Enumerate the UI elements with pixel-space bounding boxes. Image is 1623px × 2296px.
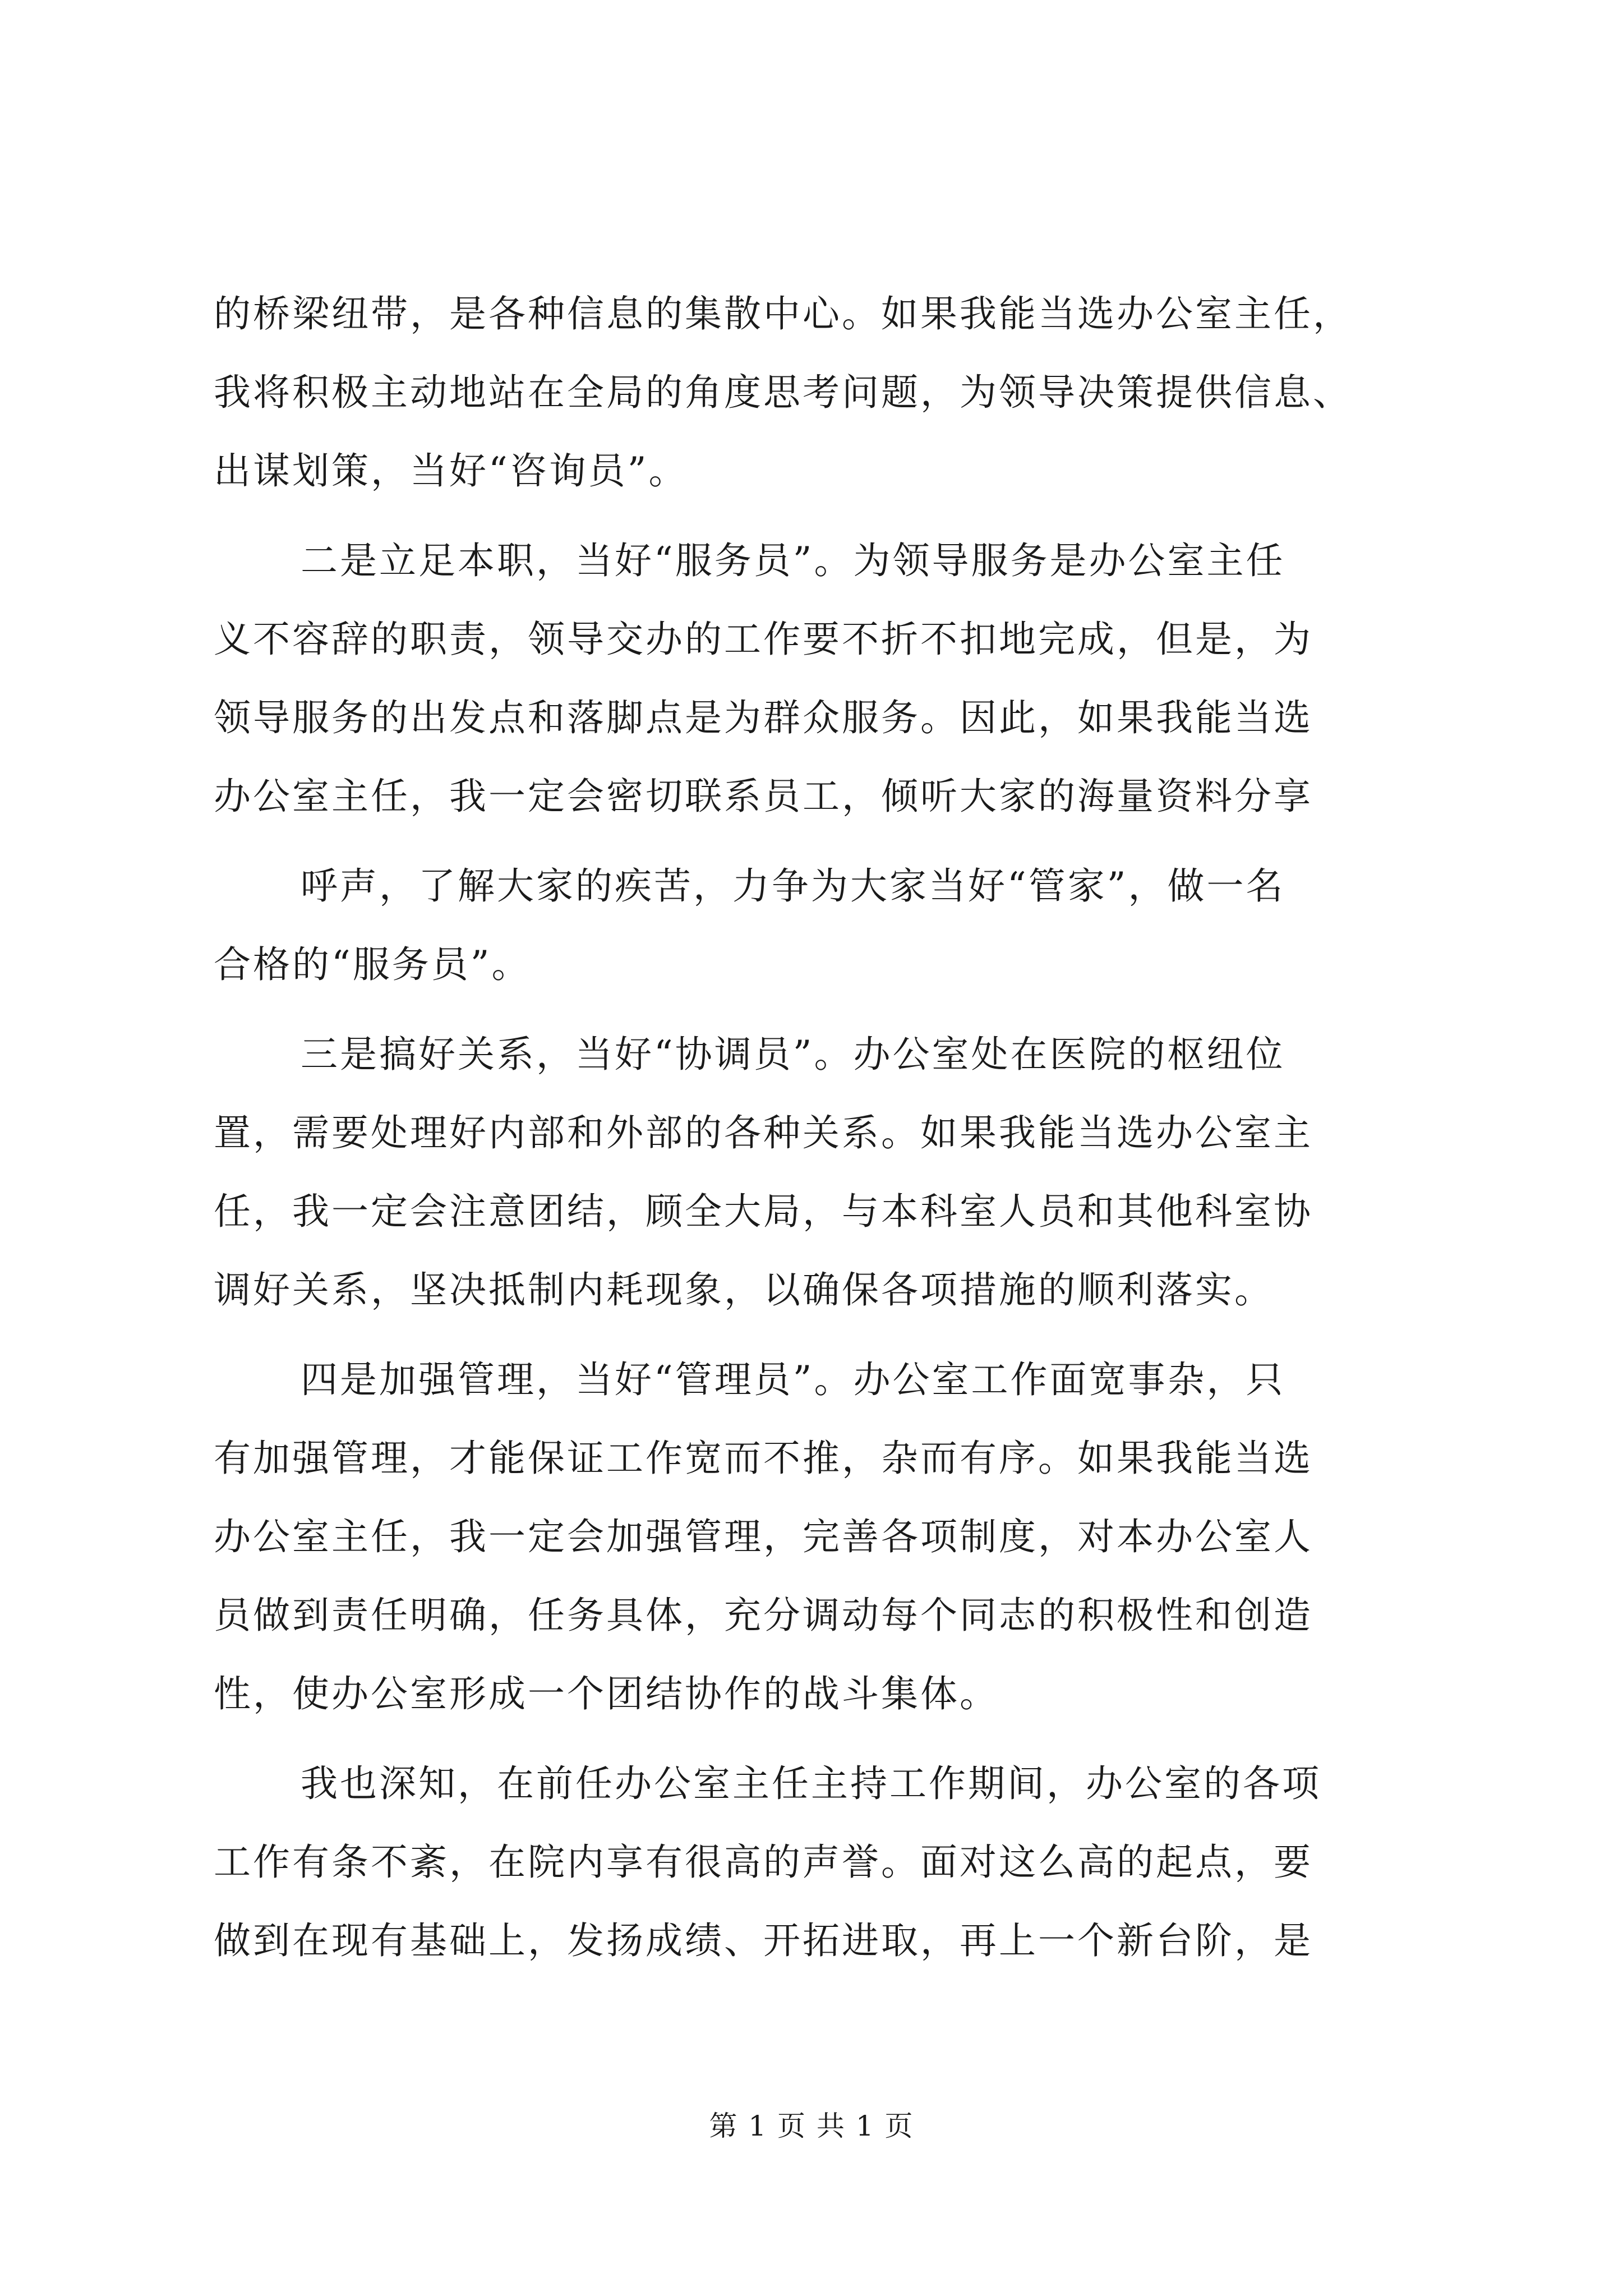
- text-line: 我将积极主动地站在全局的角度思考问题，为领导决策提供信息、: [214, 371, 1352, 414]
- text-line: 工作有条不紊，在院内享有很高的声誉。面对这么高的起点，要: [214, 1841, 1313, 1884]
- text-line: 做到在现有基础上，发扬成绩、开拓进取，再上一个新台阶，是: [214, 1919, 1313, 1962]
- text-line: 员做到责任明确，任务具体，充分调动每个同志的积极性和创造: [214, 1594, 1313, 1637]
- paragraph-start-line: 三是搞好关系，当好“协调员”。办公室处在医院的枢纽位: [301, 1033, 1285, 1076]
- text-line: 义不容辞的职责，领导交办的工作要不折不扣地完成，但是，为: [214, 618, 1313, 661]
- text-line: 调好关系，坚决抵制内耗现象，以确保各项措施的顺利落实。: [214, 1268, 1274, 1312]
- text-line: 性，使办公室形成一个团结协作的战斗集体。: [214, 1672, 999, 1715]
- text-line: 合格的“服务员”。: [214, 943, 531, 986]
- text-line: 呼声，了解大家的疾苦，力争为大家当好“管家”，做一名: [301, 864, 1285, 908]
- text-line: 的桥梁纽带，是各种信息的集散中心。如果我能当选办公室主任，: [214, 292, 1352, 335]
- text-line: 领导服务的出发点和落脚点是为群众服务。因此，如果我能当选: [214, 696, 1313, 739]
- text-line: 任，我一定会注意团结，顾全大局，与本科室人员和其他科室协: [214, 1190, 1313, 1233]
- page-number-footer: 第 1 页 共 1 页: [709, 2110, 914, 2142]
- text-line: 办公室主任，我一定会密切联系员工，倾听大家的海量资料分享: [214, 775, 1313, 818]
- paragraph-start-line: 四是加强管理，当好“管理员”。办公室工作面宽事杂，只: [301, 1358, 1285, 1401]
- paragraph-start-line: 二是立足本职，当好“服务员”。为领导服务是办公室主任: [301, 539, 1285, 582]
- text-line: 置，需要处理好内部和外部的各种关系。如果我能当选办公室主: [214, 1111, 1313, 1154]
- paragraph-start-line: 我也深知，在前任办公室主任主持工作期间，办公室的各项: [301, 1762, 1321, 1805]
- text-line: 出谋划策，当好“咨询员”。: [214, 449, 688, 493]
- text-line: 办公室主任，我一定会加强管理，完善各项制度，对本办公室人: [214, 1515, 1313, 1558]
- text-line: 有加强管理，才能保证工作宽而不推，杂而有序。如果我能当选: [214, 1437, 1313, 1480]
